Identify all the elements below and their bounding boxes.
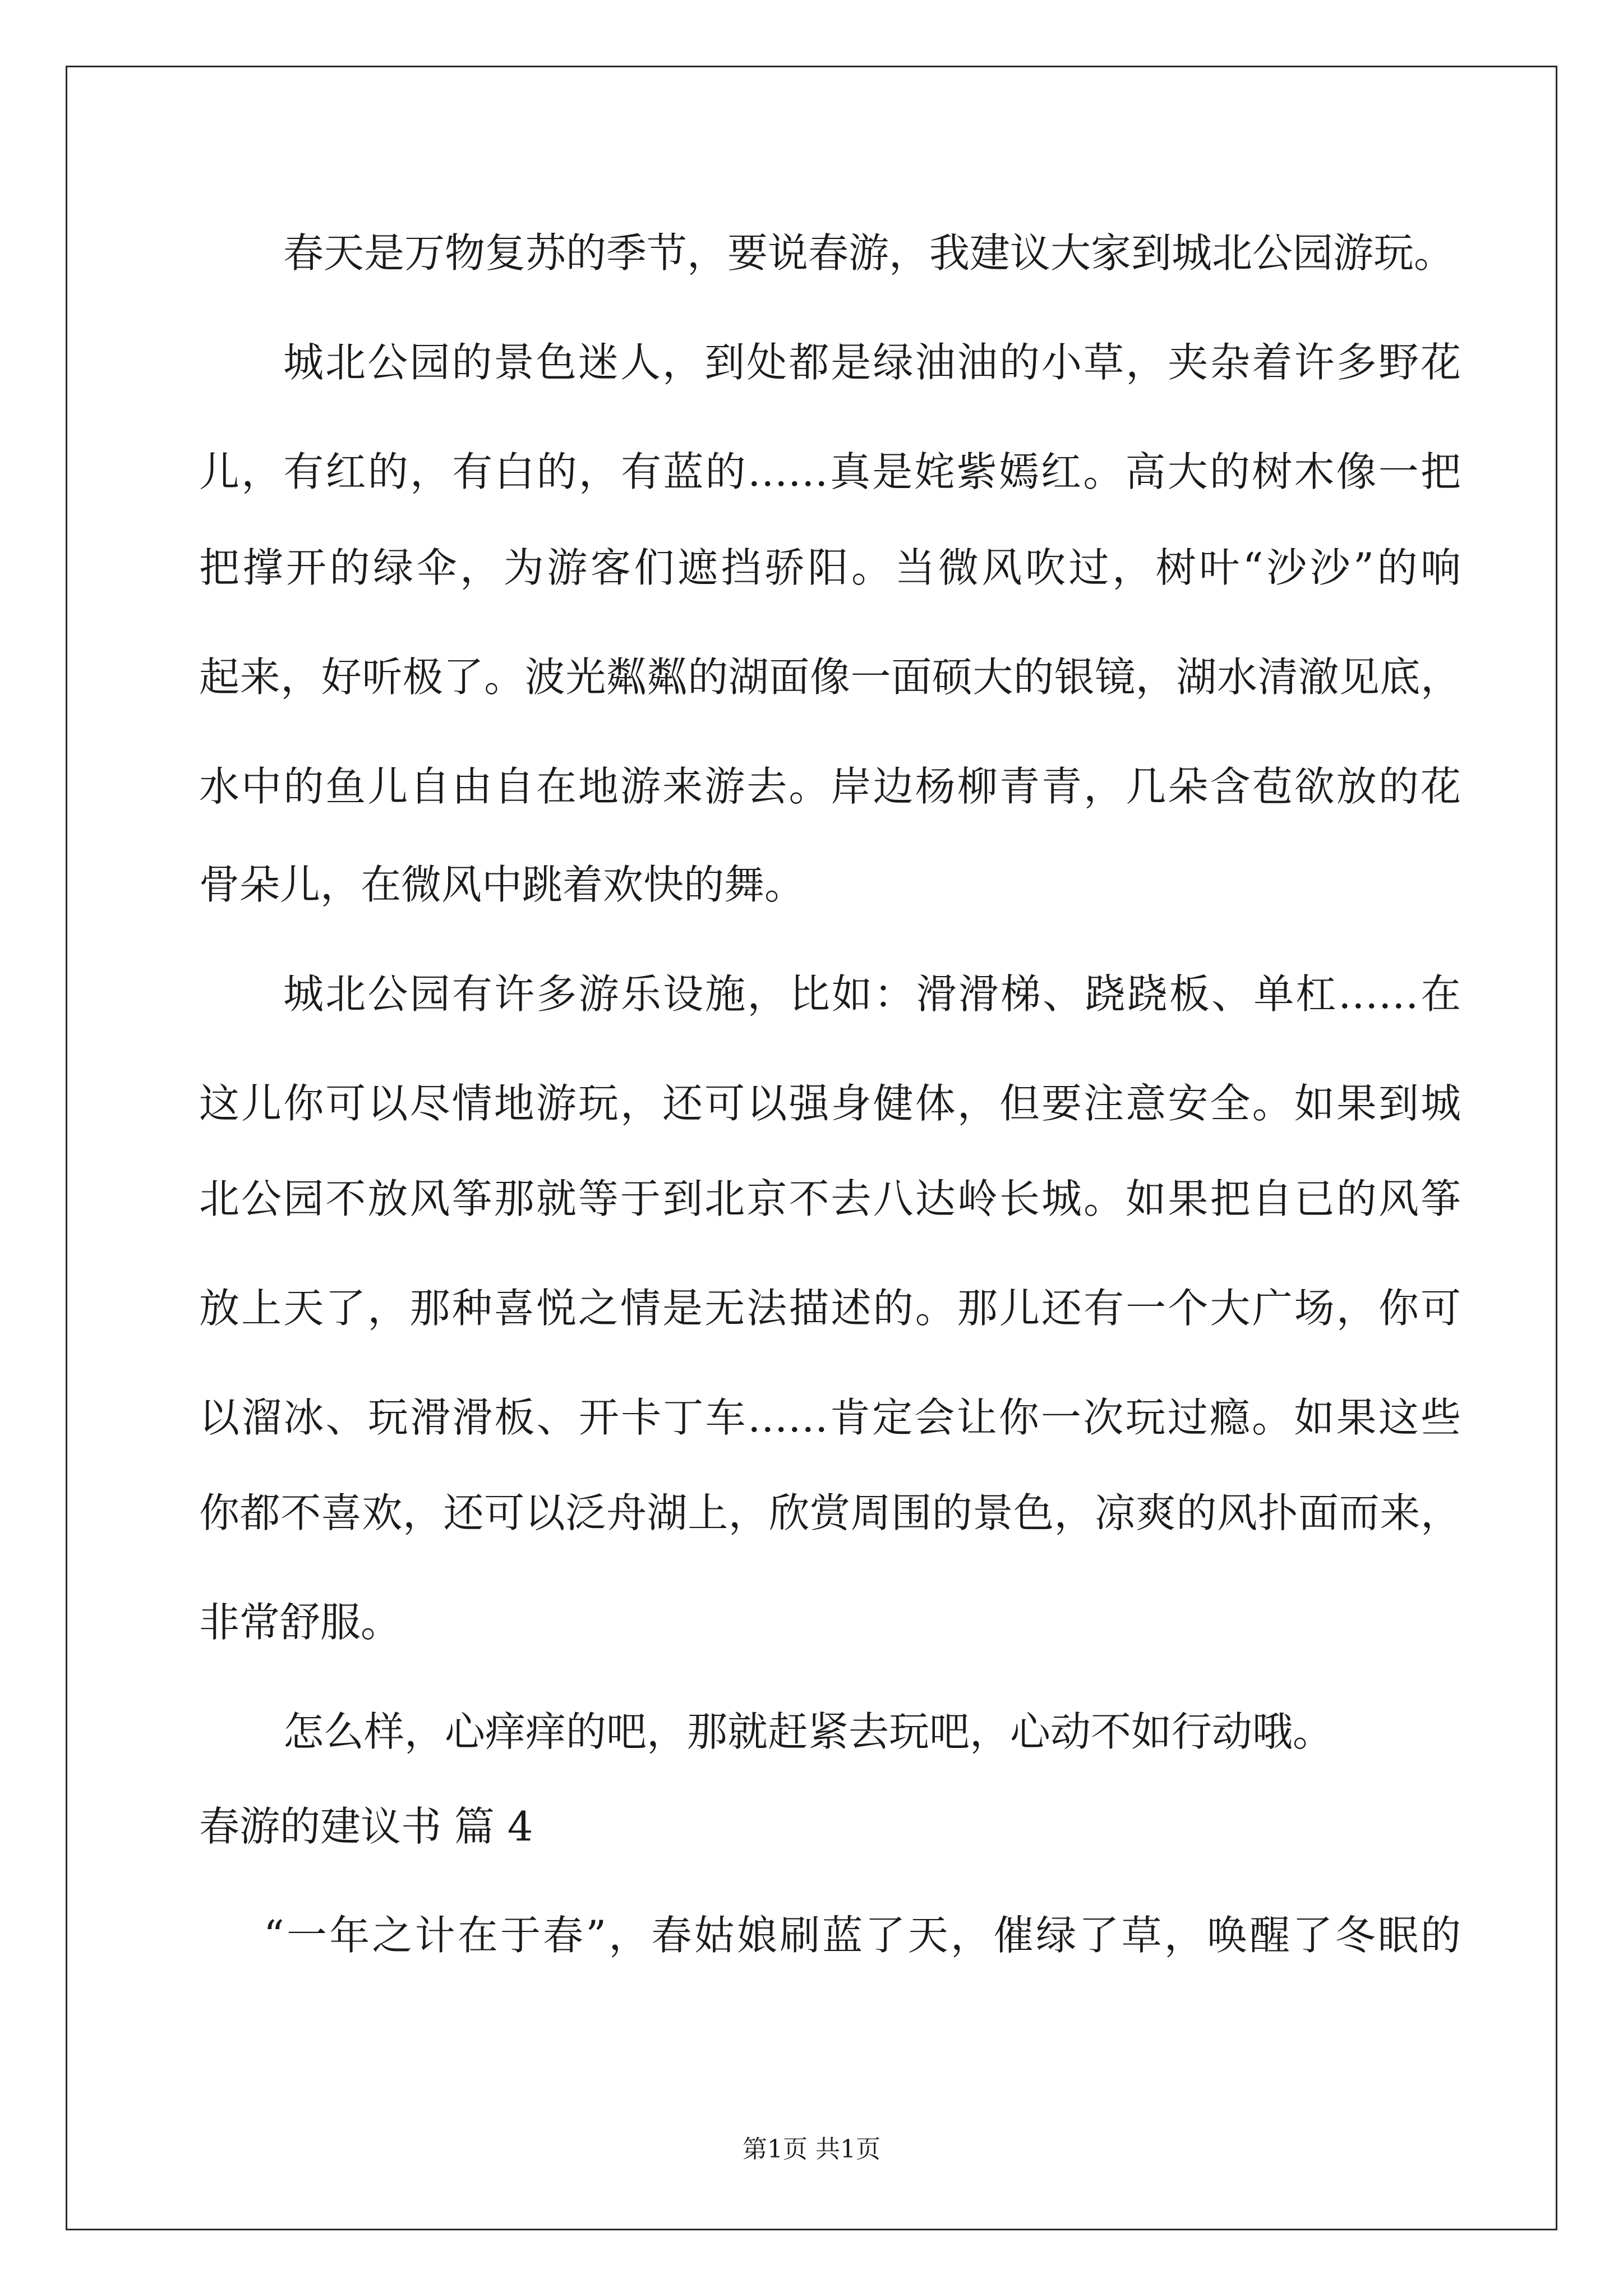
paragraph-2-line-1: 城北公园的景色迷人，到处都是绿油油的小草，夹杂着许多野花 <box>283 339 1461 386</box>
paragraph-3-line-2: 这儿你可以尽情地游玩，还可以强身健体，但要注意安全。如果到城 <box>199 1080 1461 1127</box>
paragraph-2-line-4: 起来，好听极了。波光粼粼的湖面像一面硕大的银镜，湖水清澈见底， <box>199 654 1461 701</box>
paragraph-3-line-4: 放上天了，那种喜悦之情是无法描述的。那儿还有一个大广场，你可 <box>199 1285 1461 1332</box>
section-heading: 春游的建议书 篇 4 <box>199 1803 533 1850</box>
paragraph-2-line-6: 骨朵儿，在微风中跳着欢快的舞。 <box>199 861 805 908</box>
paragraph-3-line-6: 你都不喜欢，还可以泛舟湖上，欣赏周围的景色，凉爽的风扑面而来， <box>199 1489 1461 1536</box>
page-footer: 第1页 共1页 <box>743 2135 880 2164</box>
paragraph-2-line-5: 水中的鱼儿自由自在地游来游去。岸边杨柳青青，几朵含苞欲放的花 <box>199 763 1461 810</box>
paragraph-5-line-1: “一年之计在于春”，春姑娘刷蓝了天，催绿了草，唤醒了冬眠的 <box>264 1912 1461 1959</box>
paragraph-2-line-3: 把撑开的绿伞，为游客们遮挡骄阳。当微风吹过，树叶“沙沙”的响 <box>199 544 1461 591</box>
paragraph-3-line-3: 北公园不放风筝那就等于到北京不去八达岭长城。如果把自已的风筝 <box>199 1175 1461 1222</box>
paragraph-1-line-1: 春天是万物复苏的季节，要说春游，我建议大家到城北公园游玩。 <box>283 229 1455 277</box>
paragraph-3-line-7: 非常舒服。 <box>199 1599 402 1646</box>
paragraph-3-line-5: 以溜冰、玩滑滑板、开卡丁车……肯定会让你一次玩过瘾。如果这些 <box>199 1394 1461 1441</box>
paragraph-2-line-2: 儿，有红的，有白的，有蓝的……真是姹紫嫣红。高大的树木像一把 <box>199 448 1461 495</box>
paragraph-3-line-1: 城北公园有许多游乐设施，比如：滑滑梯、跷跷板、单杠……在 <box>283 970 1461 1018</box>
paragraph-4-line-1: 怎么样，心痒痒的吧，那就赶紧去玩吧，心动不如行动哦。 <box>283 1708 1334 1755</box>
